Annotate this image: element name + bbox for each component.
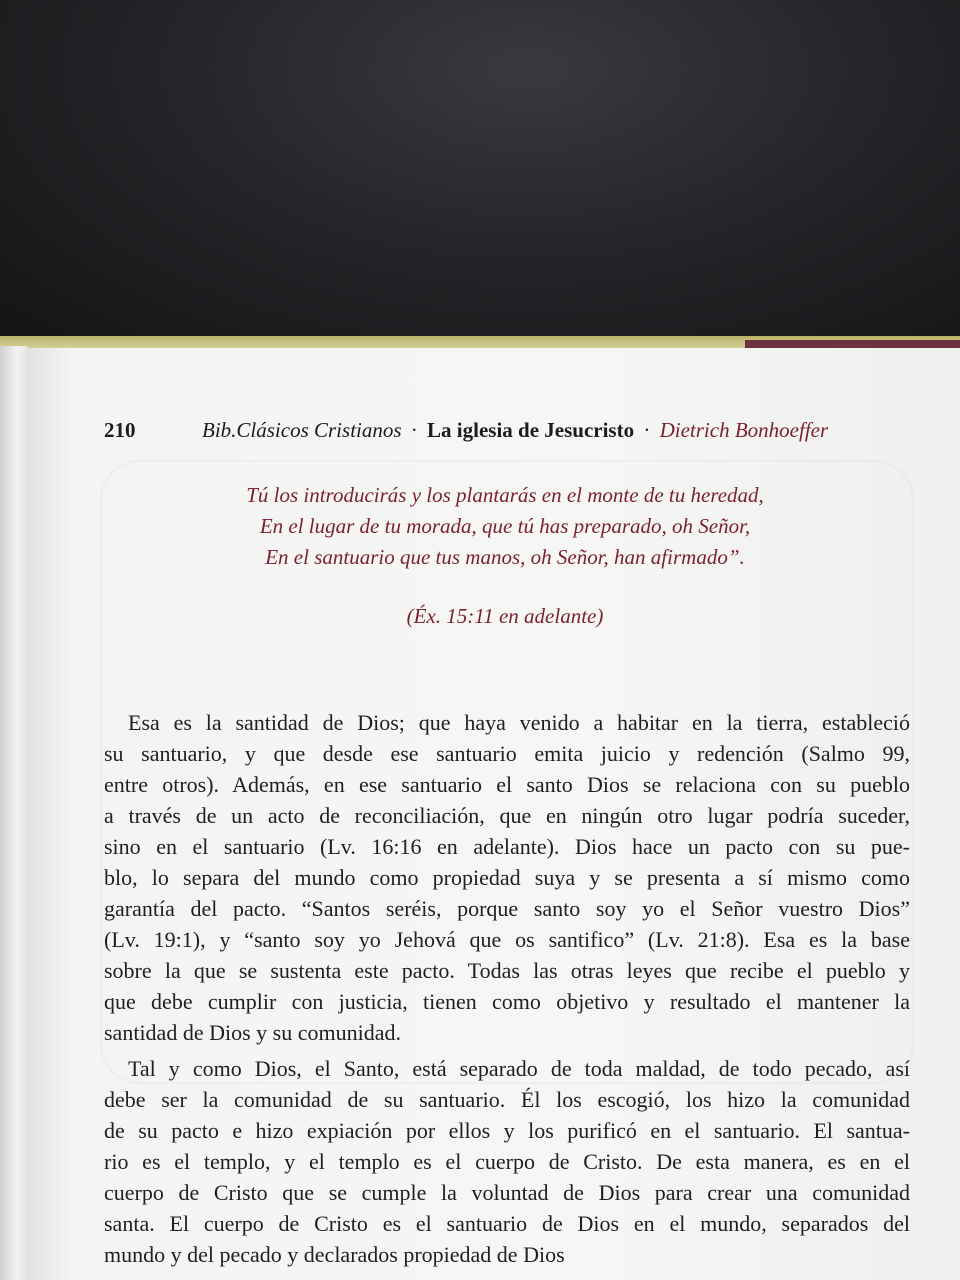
body-paragraph — [104, 1053, 910, 1270]
dark-background — [0, 0, 960, 345]
text-line: Esa es la santidad de Dios; que haya venido a habitar en la tierra, estableció — [128, 710, 910, 735]
text-line: garantía del pacto. “Santos seréis, porque santo soy yo el Señor vuestro Dios” — [104, 896, 910, 921]
text-line: su santuario, y que desde ese santuario emita juicio y redención (Salmo 99, — [104, 741, 910, 766]
text-line: sobre la que se sustenta este pacto. Todas las otras leyes que recibe el pueblo y — [104, 958, 910, 983]
text-line: santa. El cuerpo de Cristo es el santuario de Dios en el mundo, separados del — [104, 1211, 910, 1236]
book-title: La iglesia de Jesucristo — [427, 418, 635, 442]
body-paragraph — [104, 707, 910, 1048]
text-line: (Lv. 19:1), y “santo soy yo Jehová que os santifico” (Lv. 21:8). Esa es la base — [104, 927, 910, 952]
header-separator: · — [410, 418, 418, 442]
text-line: a través de un acto de reconciliación, que en ningún otro lugar podría suceder, — [104, 803, 910, 828]
text-line: rio es el templo, y el templo es el cuerpo de Cristo. De esta manera, es en el — [104, 1149, 910, 1174]
header-separator: · — [643, 418, 651, 442]
running-header — [104, 418, 854, 448]
scripture-reference: (Éx. 15:11 en adelante) — [406, 604, 604, 628]
quote-line: En el santuario que tus manos, oh Señor, han afirmado”. — [265, 545, 745, 569]
running-head-text — [202, 418, 828, 443]
quote-line: En el lugar de tu morada, que tú has preparado, oh Señor, — [259, 514, 751, 538]
page-stack-edge — [0, 346, 28, 1280]
page-number: 210 — [104, 418, 136, 442]
text-line: Tal y como Dios, el Santo, está separado de toda maldad, de todo pecado, así — [128, 1056, 910, 1081]
quote-line: Tú los introducirás y los plantarás en el monte de tu heredad, — [246, 483, 764, 507]
text-line: blo, lo separa del mundo como propiedad suya y se presenta a sí mismo como — [104, 865, 910, 890]
text-line: entre otros). Además, en ese santuario el santo Dios se relaciona con su pueblo — [104, 772, 910, 797]
text-line: mundo y del pecado y declarados propiedad de Dios — [104, 1242, 565, 1267]
series-name: Bib.Clásicos Cristianos — [202, 418, 402, 442]
scripture-quote — [130, 480, 880, 573]
text-line: debe ser la comunidad de su santuario. Él los escogió, los hizo la comunidad — [104, 1087, 910, 1112]
author-name: Dietrich Bonhoeffer — [659, 418, 829, 442]
text-line: que debe cumplir con justicia, tienen como objetivo y resultado el mantener la — [104, 989, 910, 1014]
text-line: sino en el santuario (Lv. 16:16 en adelante). Dios hace un pacto con su pue- — [104, 834, 910, 859]
text-line: santidad de Dios y su comunidad. — [104, 1020, 401, 1045]
text-line: cuerpo de Cristo que se cumple la voluntad de Dios para crear una comunidad — [104, 1180, 910, 1205]
text-line: de su pacto e hizo expiación por ellos y los purificó en el santuario. El santua- — [104, 1118, 910, 1143]
